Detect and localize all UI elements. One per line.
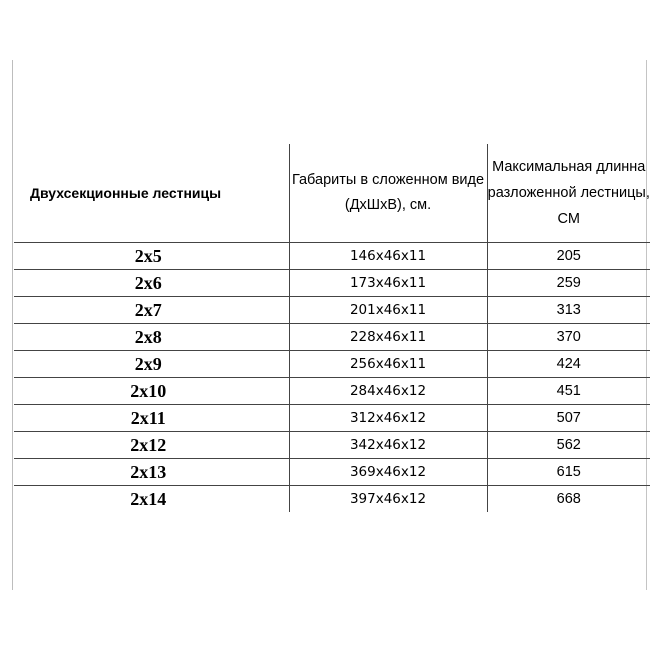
cell-folded-dimensions: 173х46х11 xyxy=(289,270,487,297)
cell-max-length: 370 xyxy=(487,324,650,351)
cell-ladder-model: 2х14 xyxy=(130,488,167,509)
cell-folded-dimensions: 228х46х11 xyxy=(289,324,487,351)
cell-ladder-model: 2х7 xyxy=(14,297,289,324)
header-ladder-type: Двухсекционные лестницы xyxy=(14,144,289,243)
left-border-line xyxy=(12,60,13,590)
cell-folded-dimensions: 369х46х12 xyxy=(289,459,487,486)
cell-ladder-model: 2х11 xyxy=(14,405,289,432)
table-row xyxy=(14,297,650,324)
cell-folded-dimensions: 342х46х12 xyxy=(289,432,487,459)
cell-max-length: 259 xyxy=(487,270,650,297)
cell-max-length: 313 xyxy=(487,297,650,324)
table-row xyxy=(14,486,650,513)
cell-ladder-model: 2х8 xyxy=(14,324,289,351)
table-row xyxy=(14,378,650,405)
cell-ladder-model: 2х9 xyxy=(14,351,289,378)
cell-ladder-model: 2х12 xyxy=(14,432,289,459)
cell-ladder-model: 2х6 xyxy=(14,270,289,297)
cell-max-length: 424 xyxy=(487,351,650,378)
table-row xyxy=(14,243,650,270)
ladder-specs-table-container xyxy=(14,144,650,512)
cell-folded-dimensions: 312х46х12 xyxy=(289,405,487,432)
table-row xyxy=(14,459,650,486)
cell-ladder-model: 2х5 xyxy=(14,243,289,270)
cell-max-length: 451 xyxy=(487,378,650,405)
cell-ladder-model: 2х10 xyxy=(14,378,289,405)
table-row xyxy=(14,324,650,351)
cell-folded-dimensions: 256х46х11 xyxy=(289,351,487,378)
header-folded-dimensions: Габариты в сложенном виде (ДхШхВ), см. xyxy=(289,144,487,243)
ladder-specs-table xyxy=(14,144,650,512)
cell-ladder-model: 2х13 xyxy=(14,459,289,486)
cell-max-length: 615 xyxy=(487,459,650,486)
header-max-length: Максимальная длинна разложенной лестницы, СМ xyxy=(487,144,650,243)
cell-folded-dimensions: 201х46х11 xyxy=(289,297,487,324)
cell-max-length: 562 xyxy=(487,432,650,459)
cell-folded-dimensions: 397х46х12 xyxy=(289,486,487,513)
cell-folded-dimensions: 146х46х11 xyxy=(289,243,487,270)
cell-max-length: 668 xyxy=(487,486,650,513)
table-row xyxy=(14,351,650,378)
table-row xyxy=(14,270,650,297)
cell-folded-dimensions: 284х46х12 xyxy=(289,378,487,405)
table-row xyxy=(14,432,650,459)
table-row xyxy=(14,405,650,432)
table-header-row xyxy=(14,144,650,243)
cell-max-length: 205 xyxy=(487,243,650,270)
cell-max-length: 507 xyxy=(487,405,650,432)
